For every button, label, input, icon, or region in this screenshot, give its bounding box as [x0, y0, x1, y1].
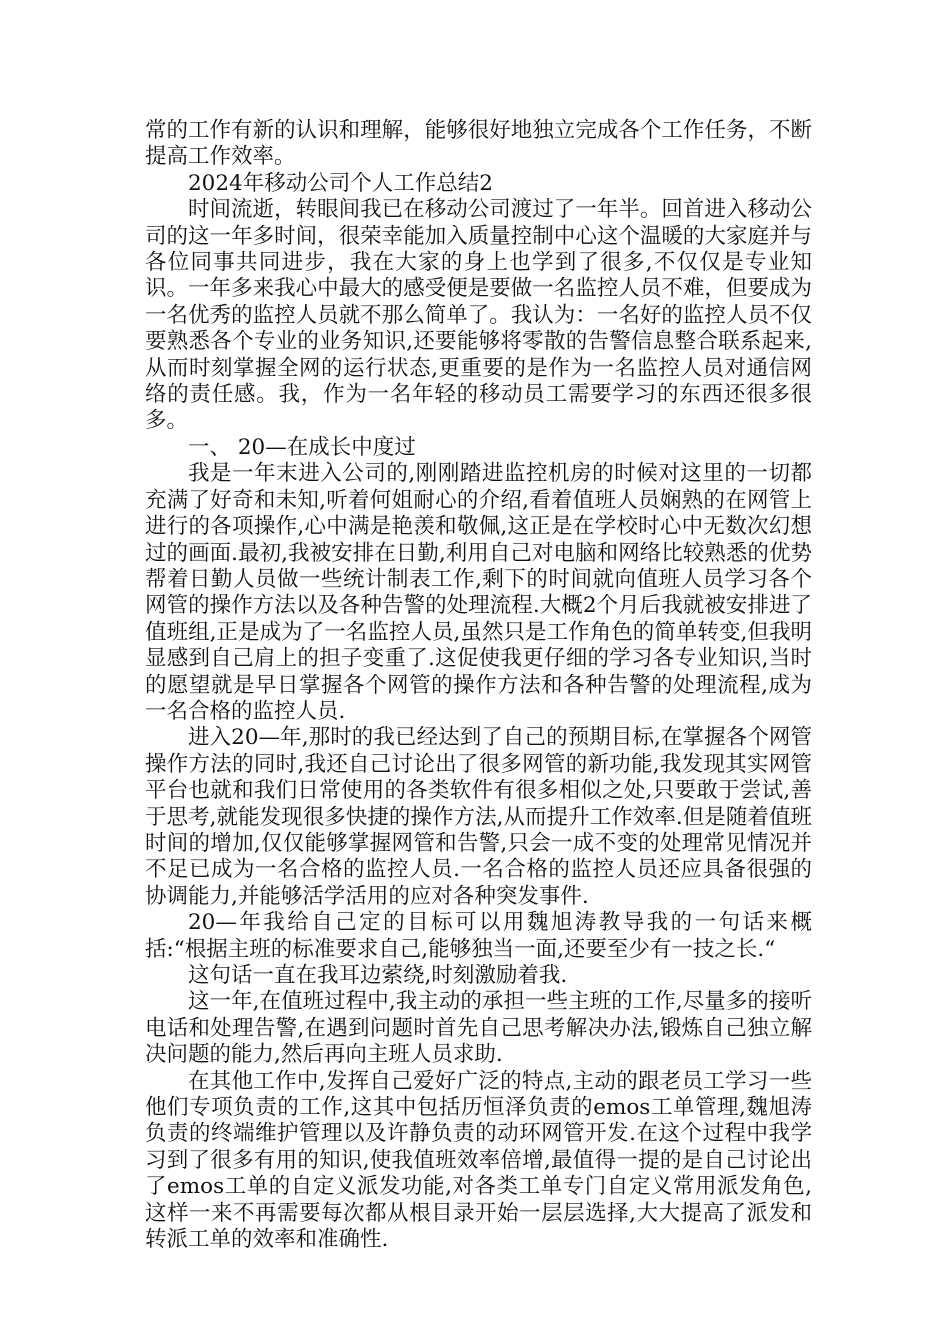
paragraph-body: 在其他工作中,发挥自己爱好广泛的特点,主动的跟老员工学习一些他们专项负责的工作,这其中包括历恒泽负责的emos工单管理,魏旭涛负责的终端维护管理以及许静负责的动环网管开发.在这个过程中我学习到了很多有用的知识,使我值班效率倍增,最值得一提的是自己讨论出了emos工单的自定义派发功能,对各类工单专门自定义常用派发角色,这样一来不再需要每次都从根目录开始一层层选择,大大提高了派发和转派工单的效率和准确性. — [145, 1068, 812, 1253]
section-title: 2024年移动公司个人工作总结2 — [188, 170, 493, 196]
paragraph-body: 这句话一直在我耳边萦绕,时刻激励着我. — [188, 963, 568, 988]
subsection-heading: 一、 20—在成长中度过 — [188, 434, 416, 460]
paragraph-body: 进入20—年,那时的我已经达到了自己的预期目标,在掌握各个网管操作方法的同时,我还自己讨论出了很多网管的新功能,我发现其实网管平台也就和我们日常使用的各类软件有很多相似之处,只要敢于尝试,善于思考,就能发现很多快捷的操作方法,从而提升工作效率.但是随着值班时间的增加,仅仅能够掌握网管和告警,只会一成不变的处理常见情况并不足已成为一名合格的监控人员.一名合格的监控人员还应具备很强的协调能力,并能够活学活用的应对各种突发事件. — [145, 725, 812, 909]
paragraph-continuation: 常的工作有新的认识和理解，能够很好地独立完成各个工作任务，不断提高工作效率。 — [145, 118, 812, 170]
document-page — [145, 118, 812, 1253]
paragraph-body: 我是一年末进入公司的,刚刚踏进监控机房的时候对这里的一切都充满了好奇和未知,听着何姐耐心的介绍,看着值班人员娴熟的在网管上进行的各项操作,心中满是艳羡和敬佩,这正是在学校时心中无数次幻想过的画面.最初,我被安排在日勤,利用自己对电脑和网络比较熟悉的优势帮着日勤人员做一些统计制表工作,剩下的时间就向值班人员学习各个网管的操作方法以及各种告警的处理流程.大概2个月后我就被安排进了值班组,正是成为了一名监控人员,虽然只是工作角色的简单转变,但我明显感到自己肩上的担子变重了.这促使我更仔细的学习各专业知识,当时的愿望就是早日掌握各个网管的操作方法和各种告警的处理流程,成为一名合格的监控人员. — [145, 461, 812, 724]
paragraph-body: 这一年,在值班过程中,我主动的承担一些主班的工作,尽量多的接听电话和处理告警,在遇到问题时首先自己思考解决办法,锻炼自己独立解决问题的能力,然后再向主班人员求助. — [145, 989, 812, 1068]
paragraph-intro: 时间流逝，转眼间我已在移动公司渡过了一年半。回首进入移动公司的这一年多时间，很荣幸能加入质量控制中心这个温暖的大家庭并与各位同事共同进步，我在大家的身上也学到了很多,不仅仅是专业知识。一年多来我心中最大的感受便是要做一名监控人员不难，但要成为一名优秀的监控人员就不那么简单了。我认为：一名好的监控人员不仅要熟悉各个专业的业务知识,还要能够将零散的告警信息整合联系起来,从而时刻掌握全网的运行状态,更重要的是作为一名监控人员对通信网络的责任感。我，作为一名年轻的移动员工需要学习的东西还很多很多。 — [145, 197, 812, 434]
paragraph-body: 20—年我给自己定的目标可以用魏旭涛教导我的一句话来概括:“根据主班的标准要求自己,能够独当一面,还要至少有一技之长.“ — [145, 910, 812, 962]
